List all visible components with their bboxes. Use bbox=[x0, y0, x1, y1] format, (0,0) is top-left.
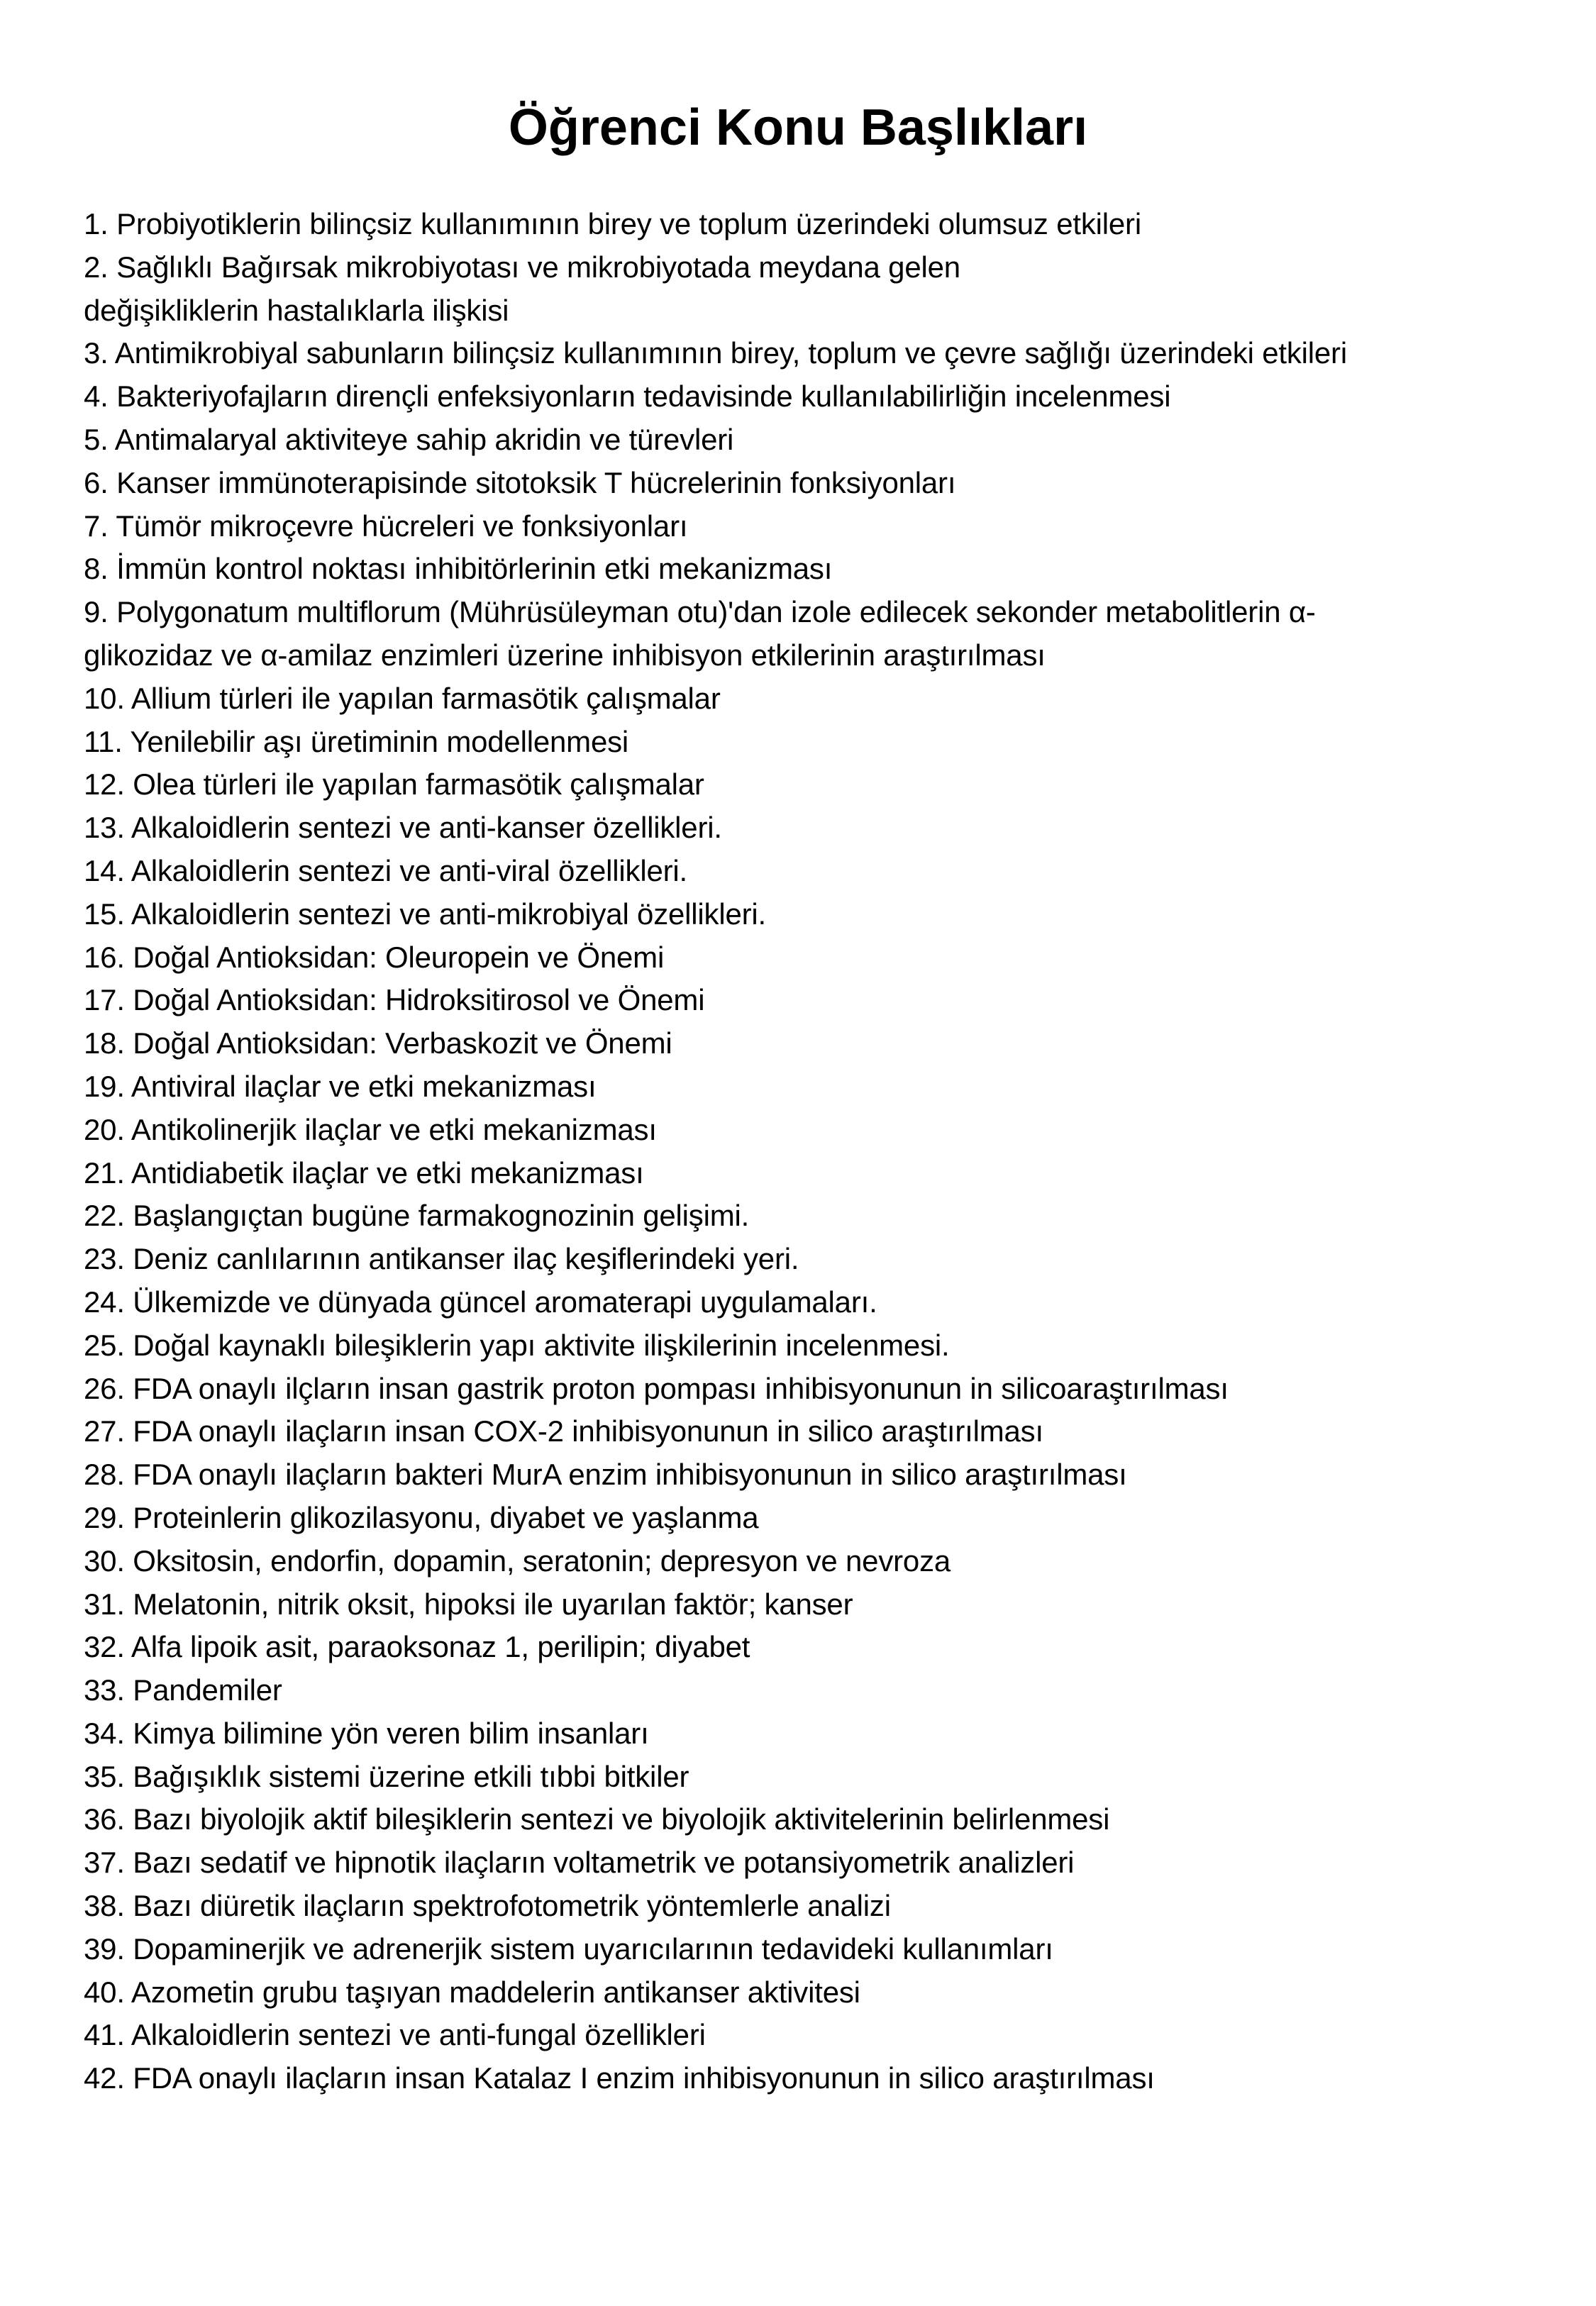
topic-line: 38. Bazı diüretik ilaçların spektrofotometrik yöntemlerle analizi bbox=[84, 1889, 891, 1923]
topic-line: 3. Antimikrobiyal sabunların bilinçsiz kullanımının birey, toplum ve çevre sağlığı üzerindeki etkileri bbox=[84, 336, 1347, 370]
topic-line: 14. Alkaloidlerin sentezi ve anti-viral özellikleri. bbox=[84, 853, 687, 887]
page-title: Öğrenci Konu Başlıkları bbox=[508, 99, 1088, 156]
topic-item bbox=[84, 418, 1545, 462]
topic-line: 32. Alfa lipoik asit, paraoksonaz 1, perilipin; diyabet bbox=[84, 1630, 750, 1664]
topic-line: 19. Antiviral ilaçlar ve etki mekanizması bbox=[84, 1069, 597, 1103]
topic-item bbox=[84, 893, 1545, 936]
topic-line: 34. Kimya bilimine yön veren bilim insanları bbox=[84, 1716, 649, 1750]
topic-line: 16. Doğal Antioksidan: Oleuropein ve Önemi bbox=[84, 940, 665, 974]
topic-line: 36. Bazı biyolojik aktif bileşiklerin sentezi ve biyolojik aktivitelerinin belirlenmesi bbox=[84, 1802, 1110, 1836]
topic-line: 2. Sağlıklı Bağırsak mikrobiyotası ve mikrobiyotada meydana gelen bbox=[84, 250, 960, 284]
topic-line: 17. Doğal Antioksidan: Hidroksitirosol ve Önemi bbox=[84, 983, 705, 1017]
topic-item bbox=[84, 1583, 1545, 1626]
topic-item bbox=[84, 1324, 1545, 1368]
topic-item bbox=[84, 591, 1545, 677]
topic-line: 21. Antidiabetik ilaçlar ve etki mekanizması bbox=[84, 1155, 644, 1190]
topic-line: 22. Başlangıçtan bugüne farmakognozinin gelişimi. bbox=[84, 1199, 750, 1233]
topic-item bbox=[84, 850, 1545, 893]
topic-line: 37. Bazı sedatif ve hipnotik ilaçların voltametrik ve potansiyometrik analizleri bbox=[84, 1846, 1075, 1880]
topic-line: 23. Deniz canlılarının antikanser ilaç keşiflerindeki yeri. bbox=[84, 1242, 799, 1276]
topic-line: 18. Doğal Antioksidan: Verbaskozit ve Önemi bbox=[84, 1026, 672, 1060]
topic-item bbox=[84, 1152, 1545, 1195]
topic-item bbox=[84, 1712, 1545, 1756]
topic-line: 4. Bakteriyofajların dirençli enfeksiyonların tedavisinde kullanılabilirliğin incelenmesi bbox=[84, 379, 1171, 414]
topic-item bbox=[84, 806, 1545, 850]
topic-item bbox=[84, 1669, 1545, 1712]
topic-item bbox=[84, 1410, 1545, 1453]
topic-line: 42. FDA onaylı ilaçların insan Katalaz I enzim inhibisyonunun in silico araştırılması bbox=[84, 2061, 1155, 2095]
topic-item bbox=[84, 1109, 1545, 1152]
topic-item bbox=[84, 1238, 1545, 1281]
topic-item bbox=[84, 1497, 1545, 1540]
topic-item bbox=[84, 375, 1545, 418]
topic-item bbox=[84, 2057, 1545, 2100]
topic-line: 29. Proteinlerin glikozilasyonu, diyabet ve yaşlanma bbox=[84, 1500, 759, 1534]
topic-item bbox=[84, 1194, 1545, 1238]
topic-item bbox=[84, 1022, 1545, 1065]
topic-item bbox=[84, 1540, 1545, 1583]
topic-line: 12. Olea türleri ile yapılan farmasötik çalışmalar bbox=[84, 767, 704, 802]
topic-item bbox=[84, 2014, 1545, 2057]
topic-line: 10. Allium türleri ile yapılan farmasötik çalışmalar bbox=[84, 681, 721, 715]
topic-line: 25. Doğal kaynaklı bileşiklerin yapı aktivite ilişkilerinin incelenmesi. bbox=[84, 1328, 950, 1362]
topic-item bbox=[84, 1841, 1545, 1885]
topic-item bbox=[84, 1756, 1545, 1799]
topic-line: 33. Pandemiler bbox=[84, 1673, 282, 1707]
topic-item bbox=[84, 1368, 1545, 1411]
topic-line: 31. Melatonin, nitrik oksit, hipoksi ile uyarılan faktör; kanser bbox=[84, 1587, 853, 1621]
topic-line: 5. Antimalaryal aktiviteye sahip akridin ve türevleri bbox=[84, 422, 734, 456]
topic-line: 26. FDA onaylı ilçların insan gastrik proton pompası inhibisyonunun in silicoaraştırılması bbox=[84, 1371, 1229, 1405]
topic-item bbox=[84, 203, 1545, 246]
topic-item bbox=[84, 1065, 1545, 1109]
topic-line: 41. Alkaloidlerin sentezi ve anti-fungal özellikleri bbox=[84, 2018, 706, 2052]
topic-line: değişikliklerin hastalıklarla ilişkisi bbox=[84, 293, 509, 327]
topic-item bbox=[84, 763, 1545, 806]
topic-item bbox=[84, 677, 1545, 721]
topic-line: 15. Alkaloidlerin sentezi ve anti-mikrobiyal özellikleri. bbox=[84, 897, 767, 931]
topic-item bbox=[84, 462, 1545, 505]
topic-item bbox=[84, 979, 1545, 1022]
topic-line: 1. Probiyotiklerin bilinçsiz kullanımının birey ve toplum üzerindeki olumsuz etkileri bbox=[84, 207, 1141, 240]
topic-item bbox=[84, 936, 1545, 980]
topic-line: 6. Kanser immünoterapisinde sitotoksik T hücrelerinin fonksiyonları bbox=[84, 465, 956, 499]
topic-line: 28. FDA onaylı ilaçların bakteri MurA enzim inhibisyonunun in silico araştırılması bbox=[84, 1458, 1127, 1492]
topic-line: 13. Alkaloidlerin sentezi ve anti-kanser özellikleri. bbox=[84, 811, 722, 845]
topic-item bbox=[84, 548, 1545, 591]
topic-item bbox=[84, 721, 1545, 764]
topic-line: 27. FDA onaylı ilaçların insan COX-2 inhibisyonunun in silico araştırılması bbox=[84, 1414, 1043, 1448]
topic-item bbox=[84, 1626, 1545, 1669]
topic-item bbox=[84, 1885, 1545, 1928]
topic-line: 11. Yenilebilir aşı üretiminin modellenmesi bbox=[84, 724, 629, 758]
topic-item bbox=[84, 1798, 1545, 1841]
topic-line: 20. Antikolinerjik ilaçlar ve etki mekanizması bbox=[84, 1112, 657, 1146]
topic-line: 30. Oksitosin, endorfin, dopamin, seratonin; depresyon ve nevroza bbox=[84, 1543, 951, 1578]
topic-item bbox=[84, 1281, 1545, 1324]
topic-item bbox=[84, 1971, 1545, 2014]
topic-line: 9. Polygonatum multiflorum (Mührüsüleyman otu)'dan izole edilecek sekonder metabolitlerin α- bbox=[84, 595, 1316, 629]
topic-list bbox=[84, 203, 1545, 2100]
topic-item bbox=[84, 1453, 1545, 1497]
topic-line: glikozidaz ve α-amilaz enzimleri üzerine inhibisyon etkilerinin araştırılması bbox=[84, 638, 1046, 672]
topic-line: 40. Azometin grubu taşıyan maddelerin antikanser aktivitesi bbox=[84, 1975, 860, 2009]
topic-item bbox=[84, 332, 1545, 375]
topic-item bbox=[84, 1928, 1545, 1971]
topic-line: 39. Dopaminerjik ve adrenerjik sistem uyarıcılarının tedavideki kullanımları bbox=[84, 1931, 1053, 1966]
topic-item bbox=[84, 246, 1545, 333]
topic-line: 8. İmmün kontrol noktası inhibitörlerinin etki mekanizması bbox=[84, 552, 833, 586]
topic-line: 7. Tümör mikroçevre hücreleri ve fonksiyonları bbox=[84, 509, 688, 543]
topic-item bbox=[84, 505, 1545, 548]
topic-line: 24. Ülkemizde ve dünyada güncel aromaterapi uygulamaları. bbox=[84, 1285, 877, 1319]
topic-line: 35. Bağışıklık sistemi üzerine etkili tıbbi bitkiler bbox=[84, 1759, 689, 1793]
